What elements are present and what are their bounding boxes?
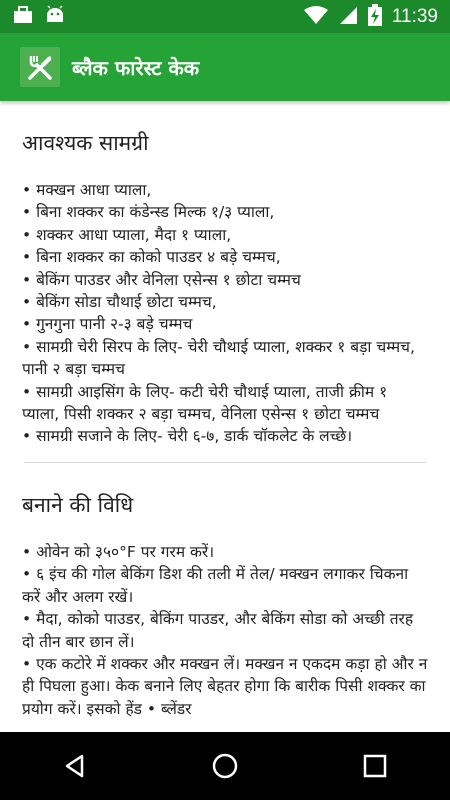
ingredient-item: • बिना शक्कर का कोको पाउडर ४ बड़े चम्मच, <box>22 248 281 267</box>
ingredient-item: • बिना शक्कर का कंडेन्स्ड मिल्क १/३ प्याला, <box>22 203 275 222</box>
ingredient-item: • बेकिंग पाउडर और वेनिला एसेन्स १ छोटा चम्मच <box>22 270 301 289</box>
wifi-icon <box>304 5 328 29</box>
signal-icon <box>338 5 358 29</box>
ingredient-item: • गुनगुना पानी २-३ बड़े चम्मच <box>22 315 193 334</box>
ingredient-item: • सामग्री आइसिंग के लिए- कटी चेरी चौथाई प्याला, ताजी क्रीम १ प्याला, पिसी शक्कर २ बड़ा चम्मच, वेनिला एसेन्स १ छोटा चम्मच <box>22 382 388 424</box>
home-icon[interactable] <box>195 736 255 796</box>
method-list <box>22 541 428 720</box>
section-divider <box>24 462 426 463</box>
method-title: बनाने की विधि <box>22 492 134 517</box>
ingredient-item: • शक्कर आधा प्याला, मैदा १ प्याला, <box>22 225 232 244</box>
toolbox-notification-icon <box>12 5 34 29</box>
fork-knife-icon <box>20 47 60 87</box>
method-step: • ६ इंच की गोल बेकिंग डिश की तली में तेल/ मक्खन लगाकर चिकना करें और अलग रखें। <box>22 565 409 606</box>
method-step: • ओवेन को ३५०°F पर गरम करें। <box>22 542 215 561</box>
battery-charging-icon <box>368 4 382 30</box>
method-step: • एक कटोरे में शक्कर और मक्खन लें। मक्खन न एकदम कड़ा हो और न ही पिघला हुआ। केक बनाने लिए बेहतर होगा कि बारीक पिसी शक्कर का प्रयोग करें। इसको हेंड • ब्लेंडर <box>22 654 428 718</box>
ingredient-item: • सामग्री सजाने के लिए- चेरी ६-७, डार्क चॉकलेट के लच्छे। <box>22 427 353 446</box>
ingredient-item: • मक्खन आधा प्याला, <box>22 181 152 199</box>
ingredient-item: • बेकिंग सोडा चौथाई छोटा चम्मच, <box>22 293 217 312</box>
recipe-content[interactable] <box>0 101 450 732</box>
status-bar <box>0 0 450 33</box>
ingredients-title: आवश्यक सामग्री <box>22 131 149 155</box>
recents-icon[interactable] <box>345 736 405 796</box>
ingredients-list <box>22 179 428 448</box>
navigation-bar <box>0 732 450 800</box>
ingredient-item: • सामग्री चेरी सिरप के लिए- चेरी चौथाई प्याला, शक्कर १ बड़ा चम्मच, पानी २ बड़ा चम्मच <box>22 337 415 379</box>
android-notification-icon <box>44 5 66 29</box>
page-title: ब्लैक फारेस्ट केक <box>72 55 200 80</box>
status-time: 11:39 <box>391 5 438 27</box>
app-bar <box>0 33 450 101</box>
method-step: • मैदा, कोको पाउडर, बेकिंग पाउडर, और बेकिंग सोडा को अच्छी तरह दो तीन बार छान लें। <box>22 610 414 651</box>
back-icon[interactable] <box>45 736 105 796</box>
